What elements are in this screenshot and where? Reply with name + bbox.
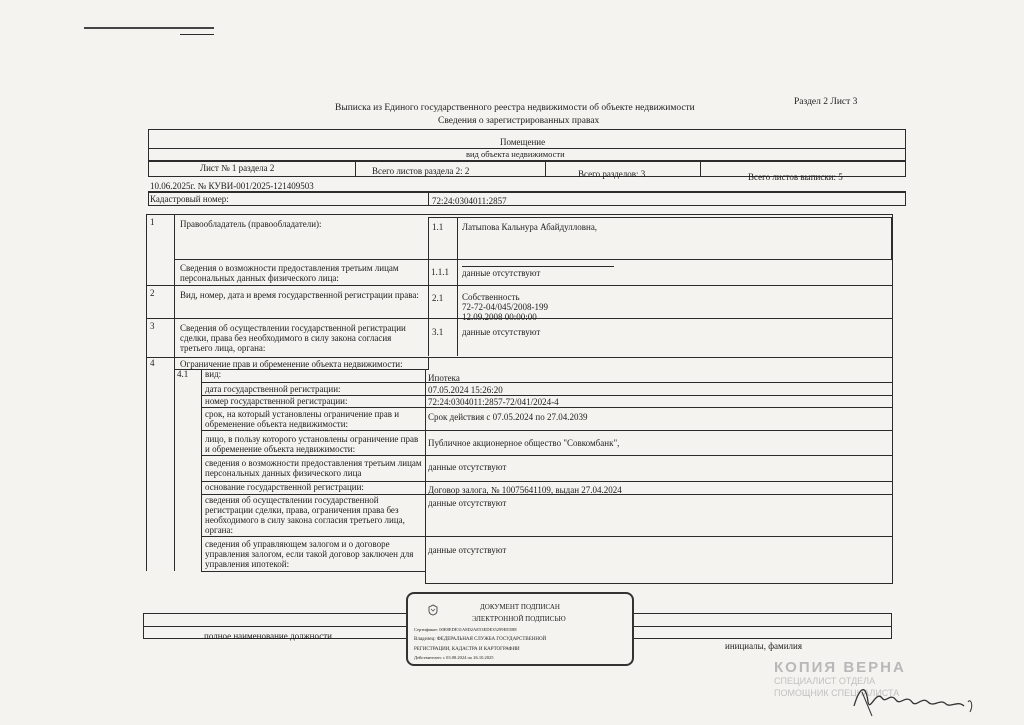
- row-2-bottom: [146, 318, 892, 319]
- emblem-icon: [427, 603, 439, 615]
- encumbrance-value: данные отсутствуют: [428, 462, 507, 472]
- encumbrance-value: Публичное акционерное общество "Совкомбанк",: [428, 438, 620, 448]
- encumbrance-label: лицо, в пользу которого установлены ограничение прав и обременение объекта недвижимости:: [205, 434, 419, 454]
- encumbrance-label: срок, на который установлены ограничение прав и обременение объекта недвижимости:: [205, 409, 400, 429]
- cadastral-number: 72:24:0304011:2857: [432, 196, 507, 206]
- row-1-sub-number: 1.1: [432, 222, 444, 232]
- total-sheets-extract: Всего листов выписки: 5: [748, 172, 843, 182]
- row-1-sub-divider: [457, 217, 458, 259]
- stamp-line-1: ДОКУМЕНТ ПОДПИСАН: [480, 603, 560, 611]
- row-1-1-1-bottom: [146, 285, 892, 286]
- total-sheets-section: Всего листов раздела 2: 2: [372, 166, 470, 176]
- encumbrance-value: Ипотека: [428, 373, 460, 383]
- row-4-label: Ограничение прав и обременение объекта недвижимости:: [180, 359, 403, 369]
- row-4-num-divider: [174, 357, 175, 571]
- copy-certified-stamp-title: КОПИЯ ВЕРНА: [774, 659, 906, 676]
- encumbrance-value: Срок действия с 07.05.2024 по 27.04.2039: [428, 412, 588, 422]
- table-right-border: [892, 214, 893, 584]
- row-4-sub-number: 4.1: [177, 369, 189, 379]
- row-2-number: 2: [150, 288, 155, 298]
- copy-certified-stamp-line: СПЕЦИАЛИСТ ОТДЕЛА: [774, 676, 876, 686]
- row-1-value: Латыпова Кальнура Абайдулловна,: [462, 222, 598, 232]
- stamp-line-3: Сертификат: 00Е8ЕDЕ31А8D2АЕ53ЕDЕ35299ЕЕ5ВЕ: [414, 627, 518, 632]
- encumbrance-row-divider: [201, 455, 892, 456]
- sheet-info-divider: [355, 161, 356, 177]
- row-2-value-divider: [428, 286, 429, 318]
- encumbrance-value: данные отсутствуют: [428, 498, 507, 508]
- encumbrance-row-divider: [201, 536, 892, 537]
- row-1-number: 1: [150, 217, 155, 227]
- table-left-border: [146, 214, 147, 571]
- total-sections: Всего разделов: 3: [578, 169, 646, 179]
- table-top-border: [146, 214, 892, 215]
- cadastral-label: Кадастровый номер:: [150, 194, 229, 204]
- encumbrance-sub-divider: [201, 369, 202, 572]
- cadastral-row: [148, 192, 906, 206]
- encumbrance-value: Договор залога, № 10075641109, выдан 27.04.2024: [428, 485, 622, 495]
- row-3-number: 3: [150, 321, 155, 331]
- encumbrance-bottom: [425, 583, 892, 584]
- row-3-value-divider: [428, 319, 429, 356]
- encumbrance-value: 72:24:0304011:2857-72/041/2024-4: [428, 397, 559, 407]
- encumbrance-label: вид:: [205, 369, 222, 379]
- row-3-sub-number: 3.1: [432, 327, 444, 337]
- row-1-1-1-sub-divider: [457, 260, 458, 285]
- encumbrance-last-row-underline: [201, 571, 425, 572]
- sheet-of-section: Лист № 1 раздела 2: [200, 163, 275, 173]
- encumbrance-label: основание государственной регистрации:: [205, 482, 364, 492]
- handwritten-signature: [850, 672, 980, 720]
- encumbrance-row-divider: [201, 382, 892, 383]
- stamp-line-2: ЭЛЕКТРОННОЙ ПОДПИСЬЮ: [472, 615, 566, 623]
- electronic-signature-stamp: [406, 592, 634, 666]
- row-4-number: 4: [150, 358, 155, 368]
- row-1-label: Правообладатель (правообладатели):: [180, 219, 322, 229]
- row-1-1-1-value-divider: [428, 260, 429, 285]
- document-subtitle: Сведения о зарегистрированных правах: [438, 116, 600, 126]
- encumbrance-label: сведения о возможности предоставления третьим лицам персональных данных физического лица: [205, 458, 422, 478]
- stamp-line-6: Действителен: с 03.08.2024 по 26.10.2025: [414, 655, 494, 660]
- row-2-label: Вид, номер, дата и время государственной регистрации права:: [180, 290, 419, 300]
- table-num-divider: [174, 214, 175, 358]
- encumbrance-value: 07.05.2024 15:26:20: [428, 385, 503, 395]
- encumbrance-label: номер государственной регистрации:: [205, 396, 348, 406]
- stamp-line-5: РЕГИСТРАЦИИ, КАДАСТРА И КАРТОГРАФИИ: [414, 647, 520, 652]
- sheet-info-divider: [700, 161, 701, 177]
- row-1-bottom: [174, 259, 892, 260]
- scan-artifact-line: [84, 27, 214, 29]
- scan-artifact-line: [180, 34, 214, 35]
- sheet-info-divider: [545, 161, 546, 177]
- position-label: полное наименование должности: [204, 631, 332, 641]
- row-4-title-end: [428, 357, 429, 370]
- encumbrance-label: сведения об осуществлении государственной регистрации сделки, права, ограничения права без необходимого в силу закона согласия третьего лица, органа:: [205, 495, 405, 535]
- extract-date-number: 10.06.2025г. № КУВИ-001/2025-121409503: [150, 181, 314, 191]
- stamp-line-4: Владелец: ФЕДЕРАЛЬНАЯ СЛУЖБА ГОСУДАРСТВЕННОЙ: [414, 637, 547, 642]
- object-type-caption: вид объекта недвижимости: [466, 149, 565, 159]
- row-3-value: данные отсутствуют: [462, 327, 541, 337]
- cadastral-divider: [428, 192, 429, 206]
- row-2-sub-number: 2.1: [432, 293, 444, 303]
- row-2-sub-divider: [457, 286, 458, 318]
- row-3-bottom: [146, 357, 892, 358]
- object-type-value: Помещение: [500, 137, 546, 147]
- row-3-label: Сведения об осуществлении государственной регистрации сделки, права без необходимого в силу закона согласия третьего лица, органа:: [180, 323, 406, 353]
- encumbrance-row-divider: [201, 407, 892, 408]
- row-3-sub-divider: [457, 319, 458, 356]
- row-2-right-number: 72-72-04/045/2008-199: [462, 302, 548, 312]
- document-title: Выписка из Единого государственного реестра недвижимости об объекте недвижимости: [335, 103, 695, 113]
- encumbrance-row-divider: [201, 430, 892, 431]
- section-sheet-label: Раздел 2 Лист 3: [794, 97, 858, 107]
- row-1-1-1-label: Сведения о возможности предоставления третьим лицам персональных данных физического лица:: [180, 263, 399, 283]
- encumbrance-label-divider: [425, 370, 426, 583]
- row-1-1-1-sub-number: 1.1.1: [431, 267, 449, 277]
- row-1-value-underline: [462, 266, 614, 267]
- row-2-right-date: 12.09.2008 00:00:00: [462, 312, 537, 322]
- encumbrance-value: данные отсутствуют: [428, 545, 507, 555]
- encumbrance-label: сведения об управляющем залогом и о договоре управления залогом, если такой договор заключен для управления ипотекой:: [205, 539, 414, 569]
- initials-label: инициалы, фамилия: [725, 641, 802, 651]
- row-1-1-1-value: данные отсутствуют: [462, 268, 541, 278]
- copy-certified-stamp-line: ПОМОЩНИК СПЕЦИАЛИСТА: [774, 688, 900, 698]
- row-2-right-type: Собственность: [462, 292, 520, 302]
- encumbrance-label: дата государственной регистрации:: [205, 384, 341, 394]
